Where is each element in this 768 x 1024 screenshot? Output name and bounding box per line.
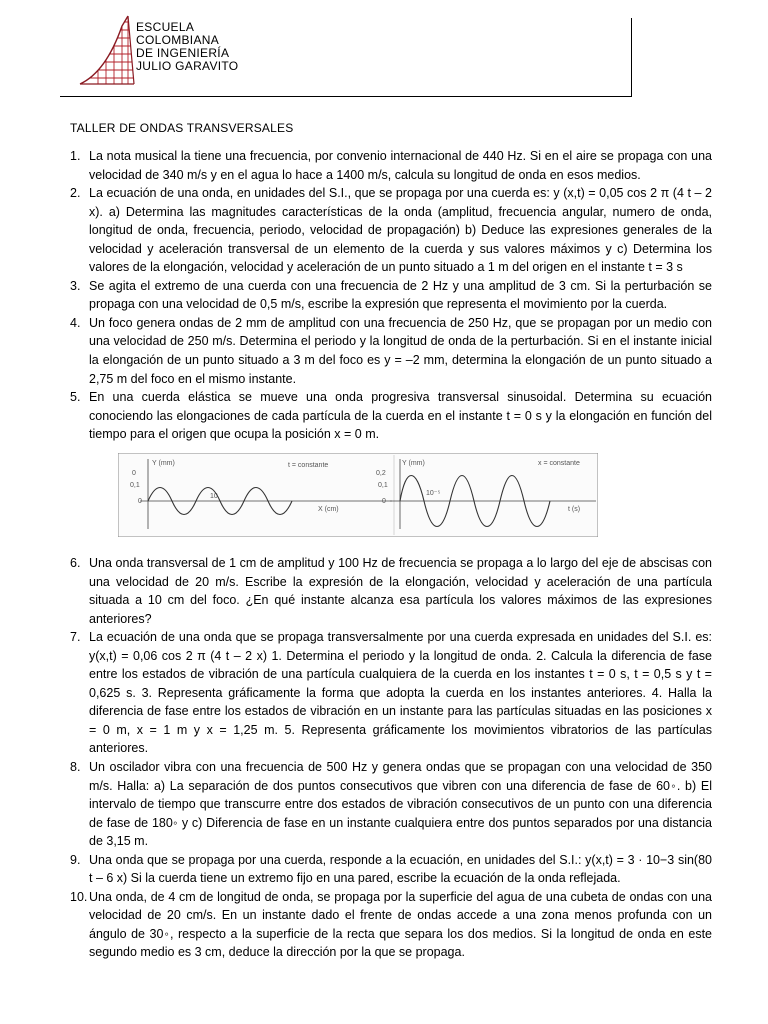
exercise-text: Una onda transversal de 1 cm de amplitud y 100 Hz de frecuencia se propaga a lo largo del eje de abscisas con una velocidad de 20 m/s. Escribe la expresión de la elongación, velocidad y aceleración de una partícula situada a 10 cm del foco. ¿En qué instante alcanza esa partícula los valores máximos de las expresiones anteriores? — [89, 556, 712, 626]
exercise-number: 7. — [70, 630, 81, 645]
right-note: x = constante — [538, 460, 580, 467]
exercise-number: 3. — [70, 278, 81, 293]
figure-frame — [118, 453, 598, 537]
left-note: t = constante — [288, 462, 329, 469]
exercise-text: Un oscilador vibra con una frecuencia de 500 Hz y genera ondas que se propagan con una velocidad de 350 m/s. Halla: a) La separación de dos puntos consecutivos que vibren con una diferencia de fase de 60◦. b) El intervalo de tiempo que transcurre entre dos estados de vibración consecutivos de un punto con una diferencia de fase de 180◦ y c) Diferencia de fase en un instante cualquiera entre dos puntos separados por una distancia de 3,15 m. — [89, 760, 712, 849]
exercise-item — [70, 388, 712, 444]
exercise-item — [70, 277, 712, 314]
exercise-item — [70, 888, 712, 962]
exercise-text: La ecuación de una onda, en unidades del S.I., que se propaga por una cuerda es: y (x,t) = 0,05 cos 2 π (4 t – 2 x). a) Determina las magnitudes características de la onda (amplitud, frecuencia angular, numero de onda, longitud de onda, frecuencia, periodo, velocidad de propagación) b) Deduce las expresiones generales de la velocidad y aceleración transversal de un elemento de la cuerda y sus valores máximos y c) Determina los valores de la elongación, velocidad y aceleración de un punto situado a 1 m del origen en el instante t = 3 s — [89, 186, 712, 275]
exercise-number: 9. — [70, 852, 81, 867]
exercise-number: 6. — [70, 556, 81, 570]
exercise-item — [70, 851, 712, 888]
page-title: TALLER DE ONDAS TRANSVERSALES — [70, 121, 294, 135]
exercise-item — [70, 628, 712, 758]
institution-name — [136, 21, 238, 73]
institution-line: DE INGENIERÍA — [136, 46, 230, 60]
school-logo-icon — [78, 12, 138, 86]
exercise-item — [70, 758, 712, 851]
exercise-text: Un foco genera ondas de 2 mm de amplitud con una frecuencia de 250 Hz, que se propagan por un medio con una velocidad de 250 m/s. Determina el periodo y la longitud de onda de la perturbación. Si en el instante inicial la elongación de un punto situado a 3 m del foco es y = –2 mm, determina la elongación de un punto situado a 2,75 m del foco en el mismo instante. — [89, 315, 712, 386]
exercise-item — [70, 314, 712, 388]
wave-figure — [118, 453, 598, 537]
exercise-text: La nota musical la tiene una frecuencia, por convenio internacional de 440 Hz. Si en el aire se propaga con una velocidad de 340 m/s y en el agua lo hace a 1400 m/s, calcula su longitud de onda en esos medios. — [89, 149, 712, 182]
left-tick: 0 — [138, 498, 142, 505]
header-divider — [60, 96, 632, 97]
exercise-text: Una onda, de 4 cm de longitud de onda, se propaga por la superficie del agua de una cubeta de ondas con una velocidad de 20 cm/s. En un instante dado el frente de ondas accede a una zona menos profunda con un ángulo de 30◦, respecto a la superficie de la recta que separa los dos medios. Si la longitud de onda en este segundo medio es 3 cm, deduce la dirección por la que se propaga. — [89, 889, 712, 960]
exercise-item — [70, 554, 712, 628]
left-tick: 0 — [132, 470, 136, 477]
right-tick: 0 — [382, 498, 386, 505]
left-tick: 0,1 — [130, 482, 140, 489]
institution-line: ESCUELA — [136, 20, 195, 34]
exercise-number: 4. — [70, 315, 81, 330]
right-mark-label: 10⁻⁵ — [426, 490, 441, 497]
exercise-number: 5. — [70, 390, 81, 405]
institution-line: JULIO GARAVITO — [136, 59, 239, 73]
left-y-label: Y (mm) — [152, 460, 175, 467]
institution-line: COLOMBIANA — [136, 33, 220, 47]
right-x-label: t (s) — [568, 506, 581, 513]
exercise-number: 1. — [70, 149, 81, 163]
exercise-text: La ecuación de una onda que se propaga transversalmente por una cuerda expresada en unidades del S.I. es: y(x,t) = 0,06 cos 2 π (4 t – 2 x) 1. Determina el periodo y la longitud de onda. 2. Calcula la diferencia de fase entre los estados de vibración de una partícula cualquiera de la cuerda en los instantes t = 0 s, t = 0,5 s y t = 0,625 s. 3. Representa gráficamente la forma que adopta la cuerda en los instantes anteriores. 4. Halla la diferencia de fase entre los estados de vibración en un instante para las partículas situadas en las posiciones x = 0 m, x = 1 m y x = 1,25 m. 5. Representa gráficamente los movimientos vibratorios de las partículas anteriores. — [89, 630, 712, 756]
exercise-text: En una cuerda elástica se mueve una onda progresiva transversal sinusoidal. Determina su ecuación conociendo las elongaciones de cada partícula de la cuerda en el instante t = 0 s y la elongación en función del tiempo para el origen que ocupa la posición x = 0 m. — [89, 390, 712, 442]
exercise-list-continued — [70, 554, 712, 962]
exercise-item — [70, 147, 712, 184]
exercise-number: 10. — [70, 889, 88, 904]
exercise-number: 8. — [70, 760, 81, 775]
right-tick: 0,2 — [376, 470, 386, 477]
right-y-label: Y (mm) — [402, 460, 425, 467]
exercise-item — [70, 184, 712, 277]
right-tick: 0,1 — [378, 482, 388, 489]
exercise-text: Una onda que se propaga por una cuerda, responde a la ecuación, en unidades del S.I.: y(x,t) = 3 · 10−3 sin(80 t – 6 x) Si la cuerda tiene un extremo fijo en una pared, escribe la ecuación de la onda reflejada. — [89, 852, 712, 886]
header-vertical-divider — [631, 18, 632, 97]
exercise-text: Se agita el extremo de una cuerda con una frecuencia de 2 Hz y una amplitud de 3 cm. Si la perturbación se propaga con una velocidad de 0,5 m/s, escribe la expresión que representa el movimiento por la cuerda. — [89, 278, 712, 312]
left-x-label: X (cm) — [318, 506, 339, 513]
left-mark-label: 10 — [210, 493, 218, 500]
exercise-number: 2. — [70, 186, 81, 201]
exercise-list — [70, 147, 712, 444]
